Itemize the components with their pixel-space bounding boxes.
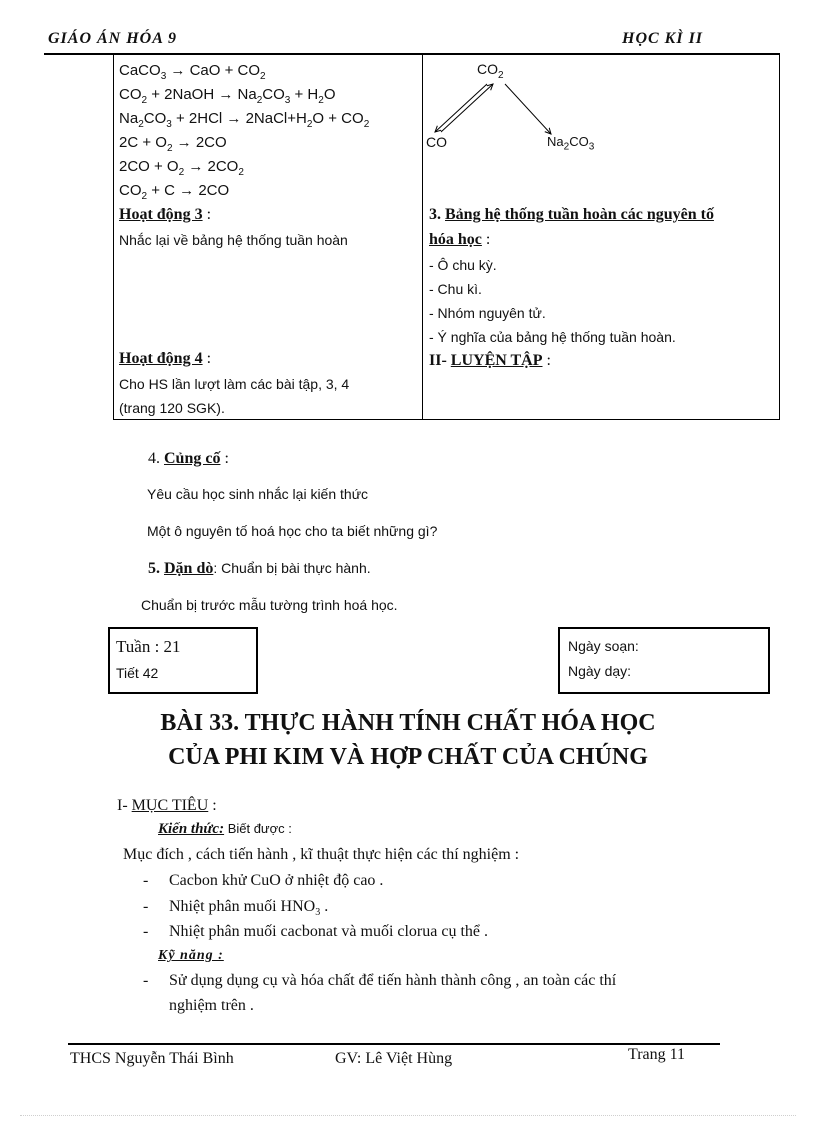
section3-item-3: - Nhóm nguyên tử. [429,305,546,321]
diagram-arrows [423,54,781,194]
header-left: GIÁO ÁN HÓA 9 [48,30,178,47]
consolidation-line-2: Một ô nguyên tố hoá học cho ta biết những gì? [147,523,438,539]
equation-6: $CO_2 + C \to 2CO$ [119,182,230,202]
section3-heading: 3. Bảng hệ thống tuần hoàn các nguyên tố [429,206,714,223]
page-edge [20,1115,796,1116]
section3-item-1: - Ô chu kỳ. [429,257,497,273]
equation-3: $Na_2CO_3 + 2HCl$ → $2NaCl+H_2O + CO_2$ [119,110,370,130]
skills-label: Kỹ năng : [158,948,224,963]
skill-line-2: nghiệm trên . [169,997,254,1014]
header-right: HỌC KÌ II [622,30,704,47]
activity4-heading: Hoạt động 4 : [119,350,212,367]
arrow-co-to-co2 [441,84,493,132]
equation-2: $CO_2$ + 2NaOH → $Na_2CO_3 + H_2O$ [119,86,336,106]
section3-item-4: - Ý nghĩa của bảng hệ thống tuần hoàn. [429,329,676,345]
objective-item-1: - Cacbon khử CuO ở nhiệt độ cao . [143,872,384,889]
arrow-co2-to-co [435,84,487,132]
date-box [558,627,770,694]
objective-item-3: - Nhiệt phân muối cacbonat và muối clorua cụ thể . [143,923,489,940]
objectives-intro: Mục đích , cách tiến hành , kĩ thuật thực hiện các thí nghiệm : [123,846,520,863]
lesson-title-line-2: CỦA PHI KIM VÀ HỢP CHẤT CỦA CHÚNG [168,744,648,770]
footer-school: THCS Nguyễn Thái Bình [70,1050,234,1067]
practice-heading: II- LUYỆN TẬP : [429,352,551,369]
consolidation-heading: 4. Củng cố : [148,450,229,467]
skill-line-1: - Sử dụng dụng cụ và hóa chất để tiến hành thành công , an toàn các thí [143,972,617,989]
diagram-node-co: CO [426,134,447,150]
homework-heading: 5. Dặn dò: Chuẩn bị bài thực hành. [148,560,371,577]
equation-1: CaCO$_3$ → CaO + $CO_2$ [119,62,266,82]
lesson-table [113,54,780,420]
date-prepared: Ngày soạn: [568,638,639,654]
date-taught: Ngày dạy: [568,663,632,679]
equation-5: $2CO + O_2 \to 2CO_2$ [119,158,244,178]
footer-rule [68,1043,720,1045]
conversion-diagram [423,54,781,194]
activity3-heading: Hoạt động 3 : [119,206,212,223]
section3-item-2: - Chu kì. [429,281,482,297]
lesson-title-line-1: BÀI 33. THỰC HÀNH TÍNH CHẤT HÓA HỌC [160,710,656,736]
week-box [108,627,258,694]
objective-item-2: - Nhiệt phân muối $HNO_3$ . [143,898,329,919]
activity4-line1: Cho HS lần lượt làm các bài tập, 3, 4 [119,376,350,392]
arrow-co2-to-na2co3 [505,84,551,134]
section3-heading-line2: hóa học : [429,231,491,248]
footer-teacher: GV: Lê Việt Hùng [335,1050,453,1067]
activity4-line2: (trang 120 SGK). [119,400,225,416]
diagram-node-co2: $CO_2$ [477,61,504,81]
week-label: Tuần : 21 [116,637,181,656]
activity3-text: Nhắc lại về bảng hệ thống tuần hoàn [119,232,348,248]
knowledge-line: Kiến thức: Biết được : [158,821,292,837]
diagram-node-na2co3: $Na_2CO_3$ [547,134,595,153]
equation-4: $2C + O_2 \to 2CO$ [119,134,227,154]
period-label: Tiết 42 [116,665,159,681]
footer-page: Trang 11 [628,1046,686,1063]
consolidation-line-1: Yêu cầu học sinh nhắc lại kiến thức [147,486,369,502]
objectives-heading: I- MỤC TIÊU : [117,797,217,814]
homework-line-2: Chuẩn bị trước mẫu tường trình hoá học. [141,597,398,613]
